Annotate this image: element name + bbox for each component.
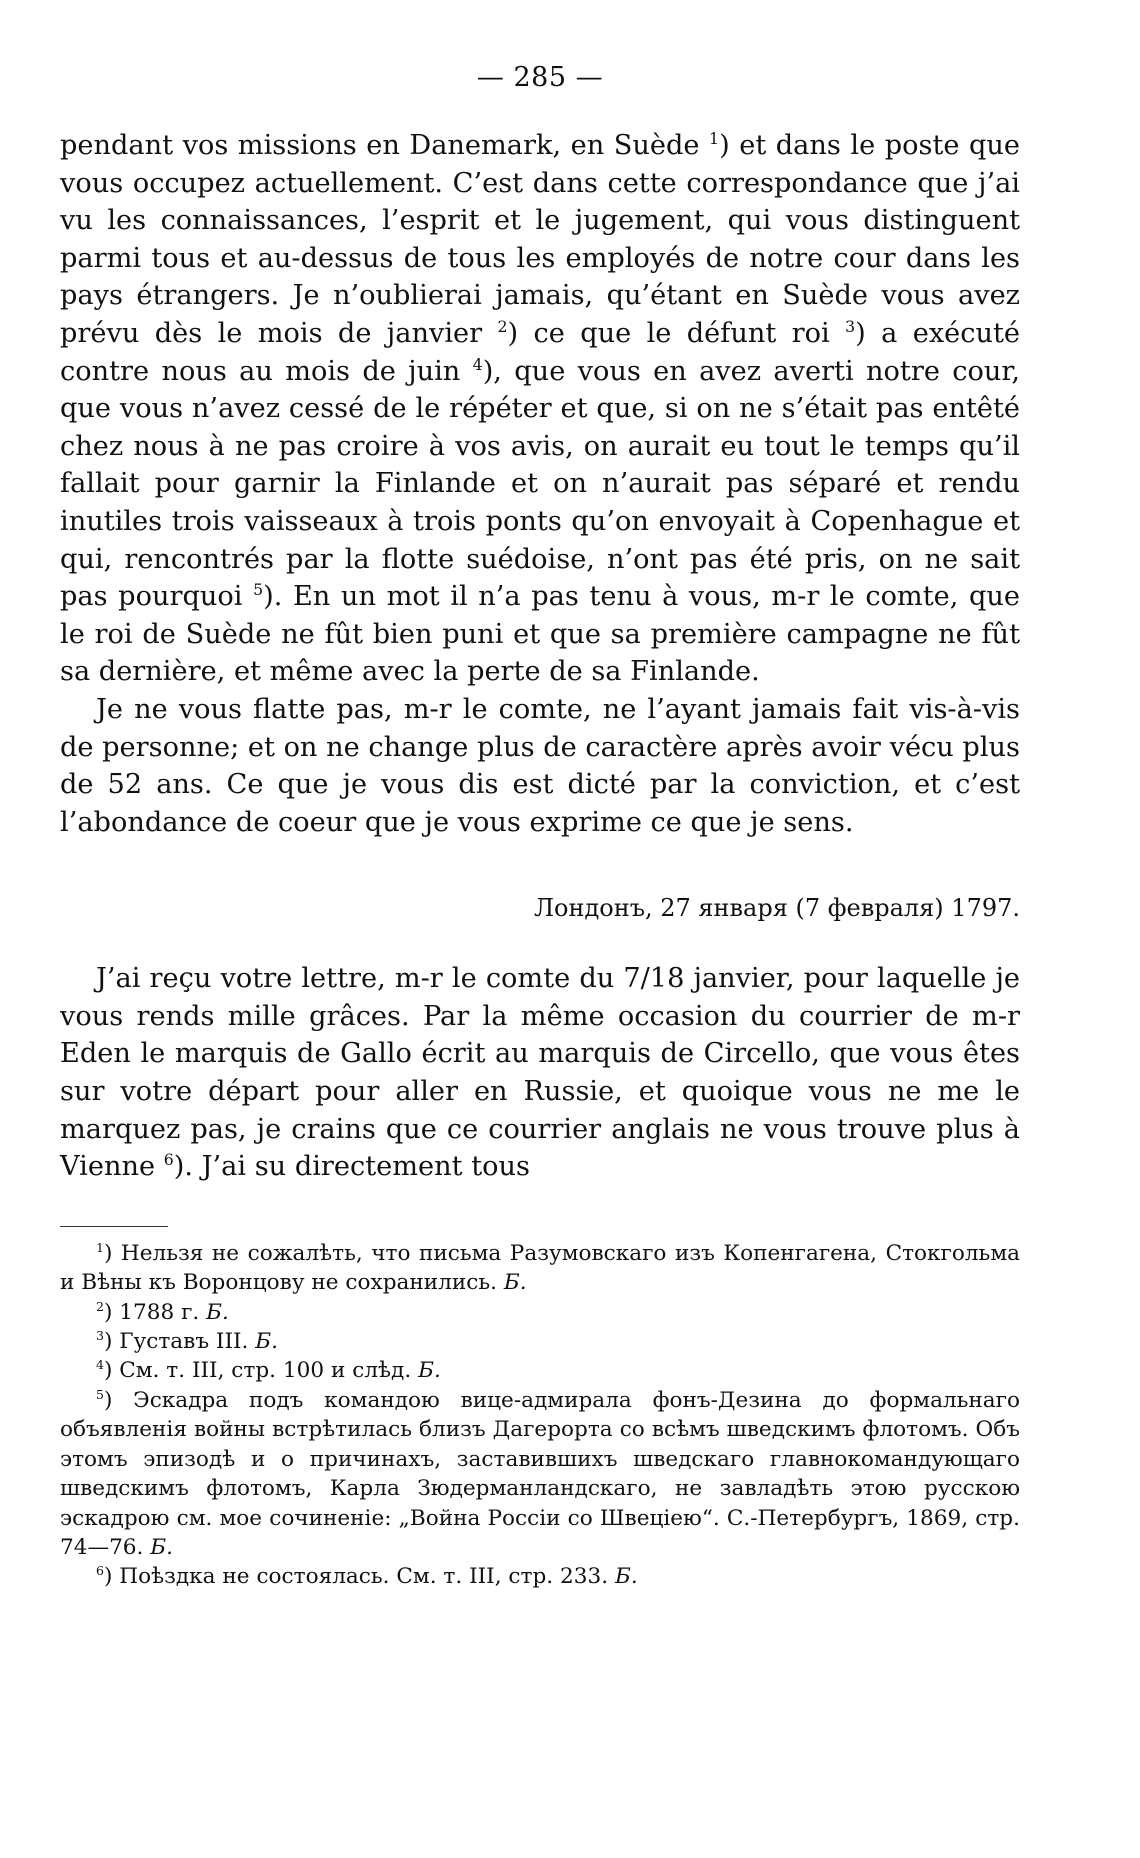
footnote-text: ) 1788 г. xyxy=(103,1299,207,1325)
footnote-4 xyxy=(60,1356,1020,1385)
footnote-ref-2: 2 xyxy=(497,316,508,336)
footnote-mark: 4 xyxy=(96,1357,104,1373)
footnote-ref-6: 6 xyxy=(163,1150,174,1169)
footnote-5 xyxy=(60,1386,1020,1562)
text-segment: ) a exécuté contre nous au mois de juin xyxy=(60,317,1020,387)
footnote-text: ) Поѣздка не состоялась. См. т. III, стр. 233. xyxy=(103,1564,615,1590)
footnote-1 xyxy=(60,1239,1020,1298)
letter1-paragraph-2: Je ne vous flatte pas, m-r le comte, ne l’ayant jamais fait vis-à-vis de personne; et on ne change plus de caractère après avoir vécu plus de 52 ans. Ce que je vous dis est dicté par la conviction, et c’est l’abondance de coeur que je vous exprime ce que je sens. xyxy=(60,693,1020,838)
footnote-text: ) Эскадра подъ командою вице-адмирала фонъ-Дезина до формальнаго объявленія войны встрѣтилась близъ Дагерорта со всѣмъ шведскимъ флотомъ. Объ этомъ эпизодѣ и о причинахъ, заставившихъ шведскаго главнокомандующаго шведскимъ флотомъ, Карла Зюдерманландскаго, не завладѣть этою русскою эскадрою см. мое сочиненіе: „Война Россіи со Швеціею“. С.-Петербургъ, 1869, стр. 74—76. xyxy=(60,1387,1020,1560)
footnote-text: ) Нельзя не сожалѣть, что письма Разумовскаго изъ Копенгагена, Стокгольма и Вѣны къ Воронцову не сохранились. xyxy=(60,1240,1020,1296)
text-segment: ) et dans le poste que vous occupez actuellement. C’est dans cette correspondance que j’ai vu les connaissances, l’esprit et le jugement, qui vous distinguent parmi tous et au-dessus de tous les employés de notre cour dans les pays étrangers. Je n’oublierai jamais, qu’étant en Suède vous avez prévu dès le mois de janvier xyxy=(60,130,1020,349)
footnote-2 xyxy=(60,1298,1020,1327)
footnote-text: ) Густавъ III. xyxy=(103,1329,256,1355)
footnote-mark: 2 xyxy=(96,1298,104,1314)
footnote-editor-label: Б. xyxy=(503,1270,527,1296)
text-segment: pendant vos missions en Danemark, en Suède xyxy=(60,130,710,161)
text-segment: J’ai reçu votre lettre, m-r le comte du 7/18 janvier, pour laquelle je vous rends mille grâces. Par la même occasion du courrier de m-r Eden le marquis de Gallo écrit au marquis de Circello, que vous êtes sur votre départ pour aller en Russie, et quoique vous ne me le marquez pas, je crains que ce courrier anglais ne vous trouve plus à Vienne xyxy=(60,963,1020,1183)
text-segment: ). J’ai su directement tous xyxy=(173,1151,530,1183)
book-page xyxy=(60,62,1020,1592)
footnote-mark: 1 xyxy=(96,1239,104,1255)
footnote-ref-3: 3 xyxy=(845,316,856,336)
text-segment: ), que vous en avez averti notre cour, que vous n’avez cessé de le répéter et que, si on ne s’était pas entêté chez nous à ne pas croire à vos avis, on aurait eu tout le temps qu’il fallait pour garnir la Finlande et on n’aurait pas séparé et rendu inutiles trois vaisseaux à trois ponts qu’on envoyait à Copenhague et qui, rencontrés par la flotte suédoise, n’ont pas été pris, on ne sait pas pourquoi xyxy=(60,355,1021,613)
footnote-6 xyxy=(60,1562,1020,1591)
footnote-editor-label: Б. xyxy=(614,1564,638,1590)
footnote-mark: 5 xyxy=(96,1386,104,1402)
footnotes xyxy=(60,1239,1020,1592)
text-segment: ) ce que le défunt roi xyxy=(507,317,846,349)
letter2-paragraph-1 xyxy=(60,960,1020,1186)
letter1-paragraph-1 xyxy=(60,127,1020,691)
footnote-editor-label: Б. xyxy=(150,1534,174,1560)
text-segment: ). En un mot il n’a pas tenu à vous, m-r le comte, que le roi de Suède ne fût bien puni et que sa première campagne ne fût sa dernière, et même avec la perte de sa Finlande. xyxy=(60,581,1020,688)
footnote-text: ) См. т. III, стр. 100 и слѣд. xyxy=(103,1358,419,1384)
page-number: — 285 — xyxy=(476,62,604,93)
footnote-3 xyxy=(60,1327,1020,1356)
letter-dateline: Лондонъ, 27 января (7 февраля) 1797. xyxy=(534,894,1020,923)
footnote-mark: 6 xyxy=(96,1563,104,1579)
footnote-divider xyxy=(60,1226,168,1227)
footnote-editor-label: Б. xyxy=(418,1358,441,1384)
footnote-ref-4: 4 xyxy=(472,354,483,374)
footnote-editor-label: Б. xyxy=(255,1329,278,1355)
footnote-ref-1: 1 xyxy=(709,128,720,148)
footnote-editor-label: Б. xyxy=(206,1299,229,1325)
footnote-mark: 3 xyxy=(96,1327,104,1343)
footnote-ref-5: 5 xyxy=(253,579,264,599)
